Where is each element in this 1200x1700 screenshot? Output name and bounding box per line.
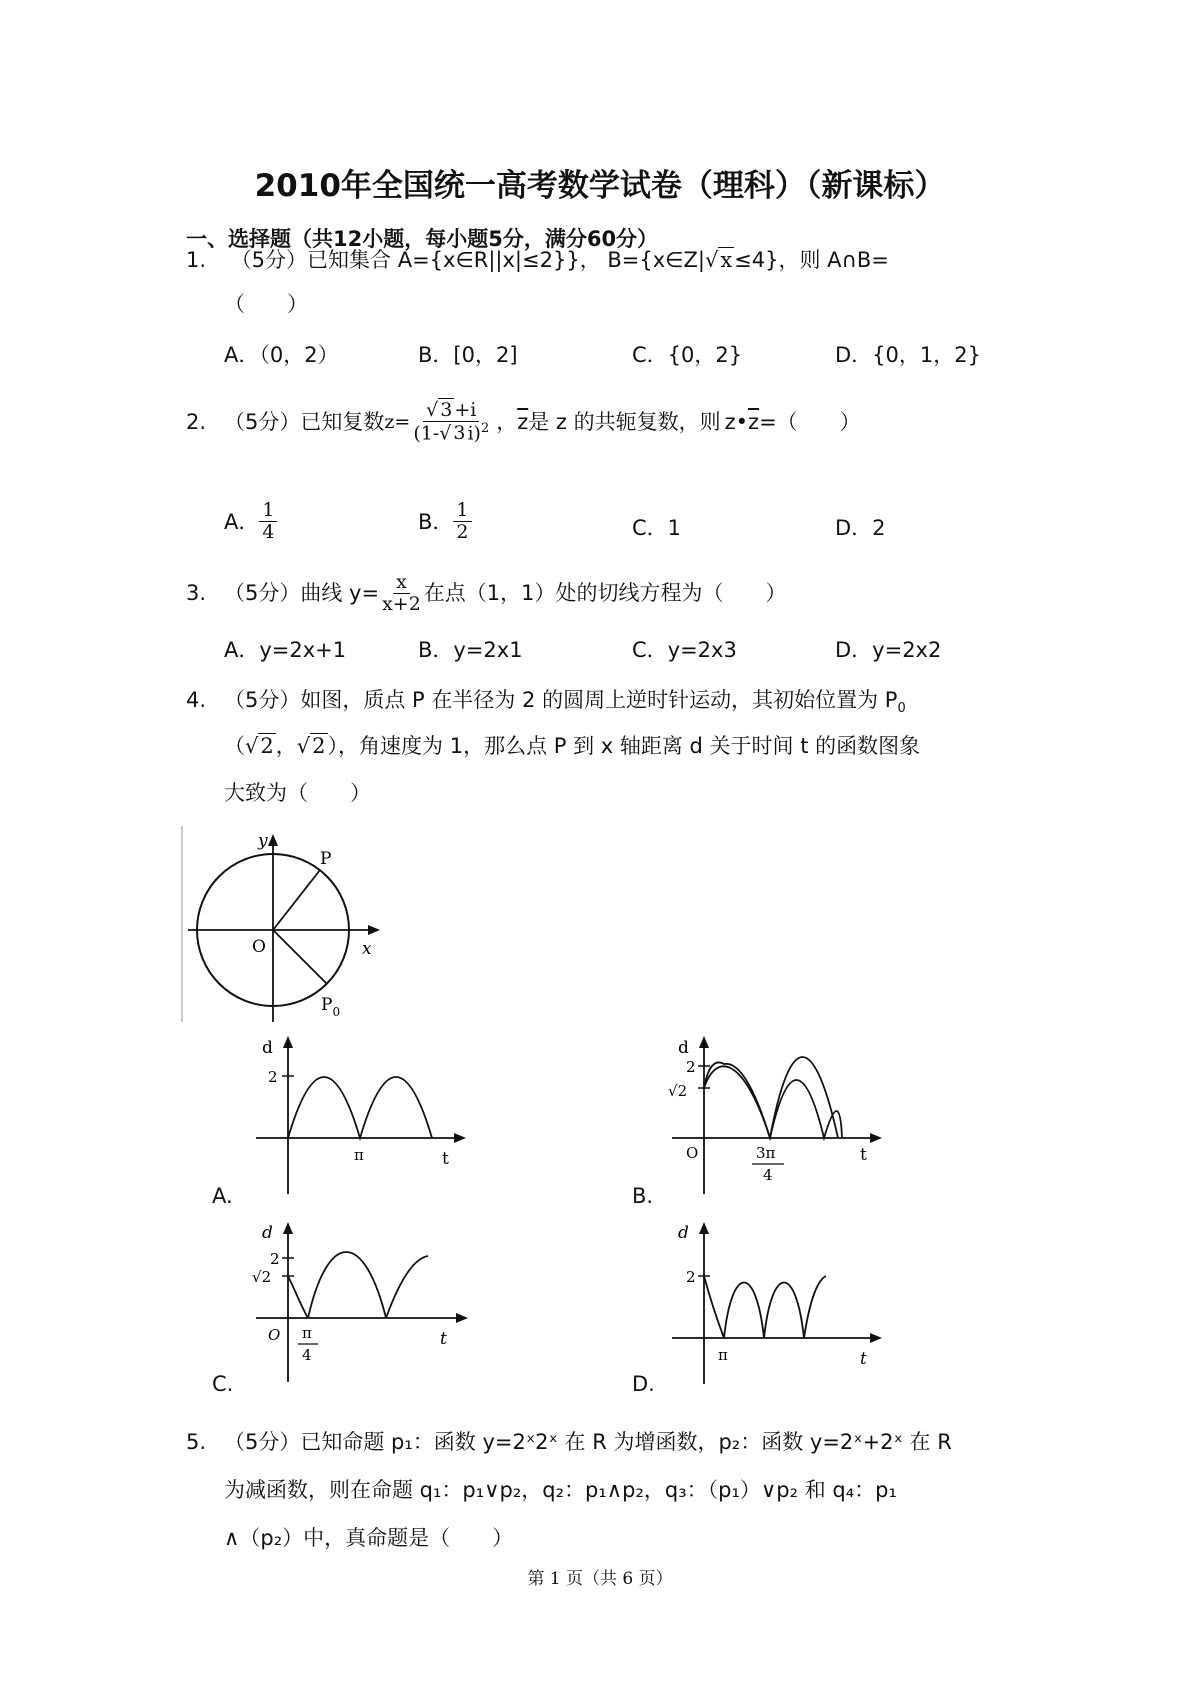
t-axis-arrow <box>456 1313 468 1323</box>
sqrt-radicand: 3 <box>440 398 453 421</box>
option-a: A．（0，2） <box>224 343 339 367</box>
question-5-line-2: 为减函数，则在命题 q₁：p₁∨p₂，q₂：p₁∧p₂，q₃：（﻿p₁）∨p₂ 和 q₄：p₁ <box>224 1478 897 1502</box>
t-axis-arrow <box>870 1333 882 1343</box>
question-number: 2. <box>186 410 207 434</box>
value-2-label: 2 <box>686 1058 696 1076</box>
y-label: y <box>258 831 268 851</box>
sqrt2-radicand: 2 <box>677 1082 688 1100</box>
d-axis-arrow <box>283 1222 293 1234</box>
fraction-numerator: √ 3 +i <box>423 400 479 422</box>
graph-label-c: C. <box>212 1372 234 1396</box>
question-3 <box>186 568 787 618</box>
question-number: 4. <box>186 688 207 712</box>
three-pi-label: 3π <box>756 1144 776 1162</box>
question-1 <box>186 246 889 274</box>
fraction-numerator: 1 <box>453 500 471 522</box>
sqrt-radicand: 2 <box>260 734 274 758</box>
question-4-line-2 <box>224 732 920 760</box>
sqrt2-label: √2 <box>668 1082 688 1100</box>
question-2-stem-b: 是 z 的共轭复数，则 <box>528 410 721 434</box>
question-4-text: ），角速度为 1，那么点 P 到 x 轴距离 d 关于时间 t 的函数图象 <box>327 734 921 758</box>
graph-c <box>248 1218 478 1386</box>
origin-label: O <box>252 937 266 957</box>
y-axis-arrow <box>268 834 278 846</box>
sqrt-sign: √2 <box>245 734 274 758</box>
sqrt-radicand: x <box>720 248 733 272</box>
curve-arch-1 <box>308 1252 386 1318</box>
d-axis-arrow <box>699 1036 709 1048</box>
circle-figure <box>180 826 390 1026</box>
question-number: 5. <box>186 1430 207 1454</box>
question-1-blank: （ ） <box>224 292 308 316</box>
fraction-numerator: 1 <box>259 500 277 522</box>
origin-label: O <box>268 1326 281 1344</box>
question-3-stem-b: 在点（﻿1，﻿1）处的切线方程为（ ） <box>423 581 787 605</box>
question-2-stem-a: （5分）已知复数 <box>224 410 385 434</box>
point-p0-label <box>321 995 340 1019</box>
subscript: 0 <box>897 701 906 717</box>
curve-arch-1 <box>724 1283 764 1339</box>
option-a: A．y=2x+1 <box>224 638 347 662</box>
option-d: D．2 <box>835 516 886 540</box>
graph-a <box>248 1030 478 1198</box>
radius-op0 <box>273 930 327 984</box>
option-d: D．{0，1，2} <box>835 343 981 367</box>
den-radicand: 3 <box>453 422 466 445</box>
pi-label: π <box>302 1324 312 1342</box>
curve-descent <box>704 1276 724 1338</box>
graph-label-d: D. <box>632 1372 655 1396</box>
d-label: d <box>262 1038 273 1058</box>
value-2-label: 2 <box>268 1068 278 1086</box>
question-4-text: （5分）如图，质点 P 在半径为 2 的圆周上逆时针运动，其初始位置为 P <box>224 688 898 712</box>
question-4-line-1 <box>186 686 906 723</box>
option-a <box>224 500 277 543</box>
question-1-stem-a: （5分）已知集合 A={x∈R||x|≤2}}， <box>230 248 601 272</box>
question-5-line-1 <box>186 1428 952 1456</box>
den-part-c: i) <box>467 422 481 445</box>
curve-arch-2 <box>386 1256 428 1318</box>
value-2-label: 2 <box>270 1250 280 1268</box>
paren-open: （ <box>224 734 245 758</box>
question-1-stem-c: ≤4}，则 A∩B= <box>734 248 889 272</box>
sqrt2-radicand: 2 <box>261 1268 272 1286</box>
fraction-denominator: 2 <box>456 520 469 543</box>
option-b: B．[0，2] <box>418 343 518 367</box>
page-footer: 第 1 页（共 6 页） <box>527 1569 673 1589</box>
comma: ，﻿ <box>275 734 297 758</box>
question-2: 2. （5分）已知复数 z= $\frac{√ 3 +i}{(1-√ 3 i)^2}$ ， $\overline{z}$ 是 z 的共轭复数，则 z• $\overline{z}$ =（ ） <box>186 398 861 445</box>
four-label: 4 <box>763 1166 773 1184</box>
curve <box>288 1077 432 1138</box>
question-4-line-3: 大致为（ ） <box>224 781 371 805</box>
function-fraction <box>379 572 424 615</box>
option-c: C．y=﻿2x﻿3 <box>632 638 737 662</box>
option-fraction <box>259 500 277 543</box>
curve-arch-3 <box>804 1276 826 1338</box>
d-label: d <box>678 1038 689 1058</box>
radius-op <box>273 870 320 930</box>
p0-subscript: 0 <box>332 1005 341 1019</box>
t-axis-arrow <box>870 1133 882 1143</box>
t-label: t <box>860 1349 867 1369</box>
curve-descent <box>288 1276 308 1318</box>
page-title: 2010年全国统一高考数学试卷（理科）（新课标） <box>254 168 946 204</box>
x-axis-arrow <box>368 925 380 935</box>
fraction-numerator: x <box>393 572 410 594</box>
point-p-label: P <box>320 849 332 869</box>
question-3-stem-a: （5分）曲线 y= <box>224 581 380 605</box>
question-1-stem-b: B={x∈Z| <box>607 248 705 272</box>
option-fraction <box>453 500 471 543</box>
question-5-text: （5分）已知命题 p₁：函数 y=2ˣ﻿2﻿ˣ 在 R 为增函数，p₂：函数 y=2ˣ+2﻿ˣ 在 R <box>224 1430 952 1454</box>
question-2-stem-c: =（ ） <box>759 410 861 434</box>
t-label: t <box>860 1145 867 1165</box>
p0-letter: P <box>321 995 333 1015</box>
d-axis-arrow <box>699 1222 709 1234</box>
graph-label-b: B. <box>632 1184 654 1208</box>
option-b: B．y=2x﻿1 <box>418 638 523 662</box>
fraction-denominator: (1-√ 3 i)$^2$ <box>413 420 490 445</box>
x-label: x <box>362 939 372 959</box>
t-label: t <box>440 1329 447 1349</box>
graph-b <box>664 1030 894 1198</box>
curve-arch-2 <box>764 1283 804 1339</box>
question-5-line-3: ∧（﻿p₂）中，真命题是（ ） <box>224 1526 514 1550</box>
fraction-denominator: 4 <box>262 520 275 543</box>
option-c: C．{0，2} <box>632 343 743 367</box>
option-c: C．1 <box>632 516 682 540</box>
sqrt2-label: √2 <box>252 1268 272 1286</box>
pi-label: π <box>354 1146 364 1164</box>
graph-label-a: A. <box>212 1184 233 1208</box>
sqrt-radicand: 2 <box>312 734 326 758</box>
origin-label: O <box>686 1144 699 1162</box>
d-label: d <box>678 1223 689 1243</box>
t-label: t <box>442 1149 449 1169</box>
z-equals: z= <box>384 411 411 433</box>
d-label: d <box>262 1223 273 1243</box>
sqrt-sign: √x <box>704 248 733 272</box>
fraction-denominator: x+2 <box>382 592 421 615</box>
den-exponent: 2 <box>480 420 490 436</box>
question-number: 1. <box>186 248 207 272</box>
sqrt-sign: √2 <box>296 734 326 758</box>
conjugate-z-2: $\overline{z}$ <box>748 410 760 434</box>
option-b <box>418 500 472 543</box>
value-2-label: 2 <box>686 1268 696 1286</box>
four-label: 4 <box>302 1346 312 1364</box>
section-heading: 一、选择题（共12小题，每小题5分，满分60分） <box>186 227 659 251</box>
conjugate-z: $\overline{z}$ <box>517 410 529 434</box>
option-label: B． <box>418 510 454 535</box>
curve-first-arch <box>704 1066 770 1138</box>
t-axis-arrow <box>454 1133 466 1143</box>
d-axis-arrow <box>283 1036 293 1048</box>
question-number: 3. <box>186 581 207 605</box>
pi-label: π <box>718 1346 728 1364</box>
den-part-a: (1- <box>413 422 440 445</box>
z-dot: z• <box>724 410 749 434</box>
graph-d <box>664 1218 894 1386</box>
option-label: A． <box>224 510 260 535</box>
complex-fraction <box>410 400 492 444</box>
option-d: D．y=﻿2x﻿2 <box>835 638 942 662</box>
